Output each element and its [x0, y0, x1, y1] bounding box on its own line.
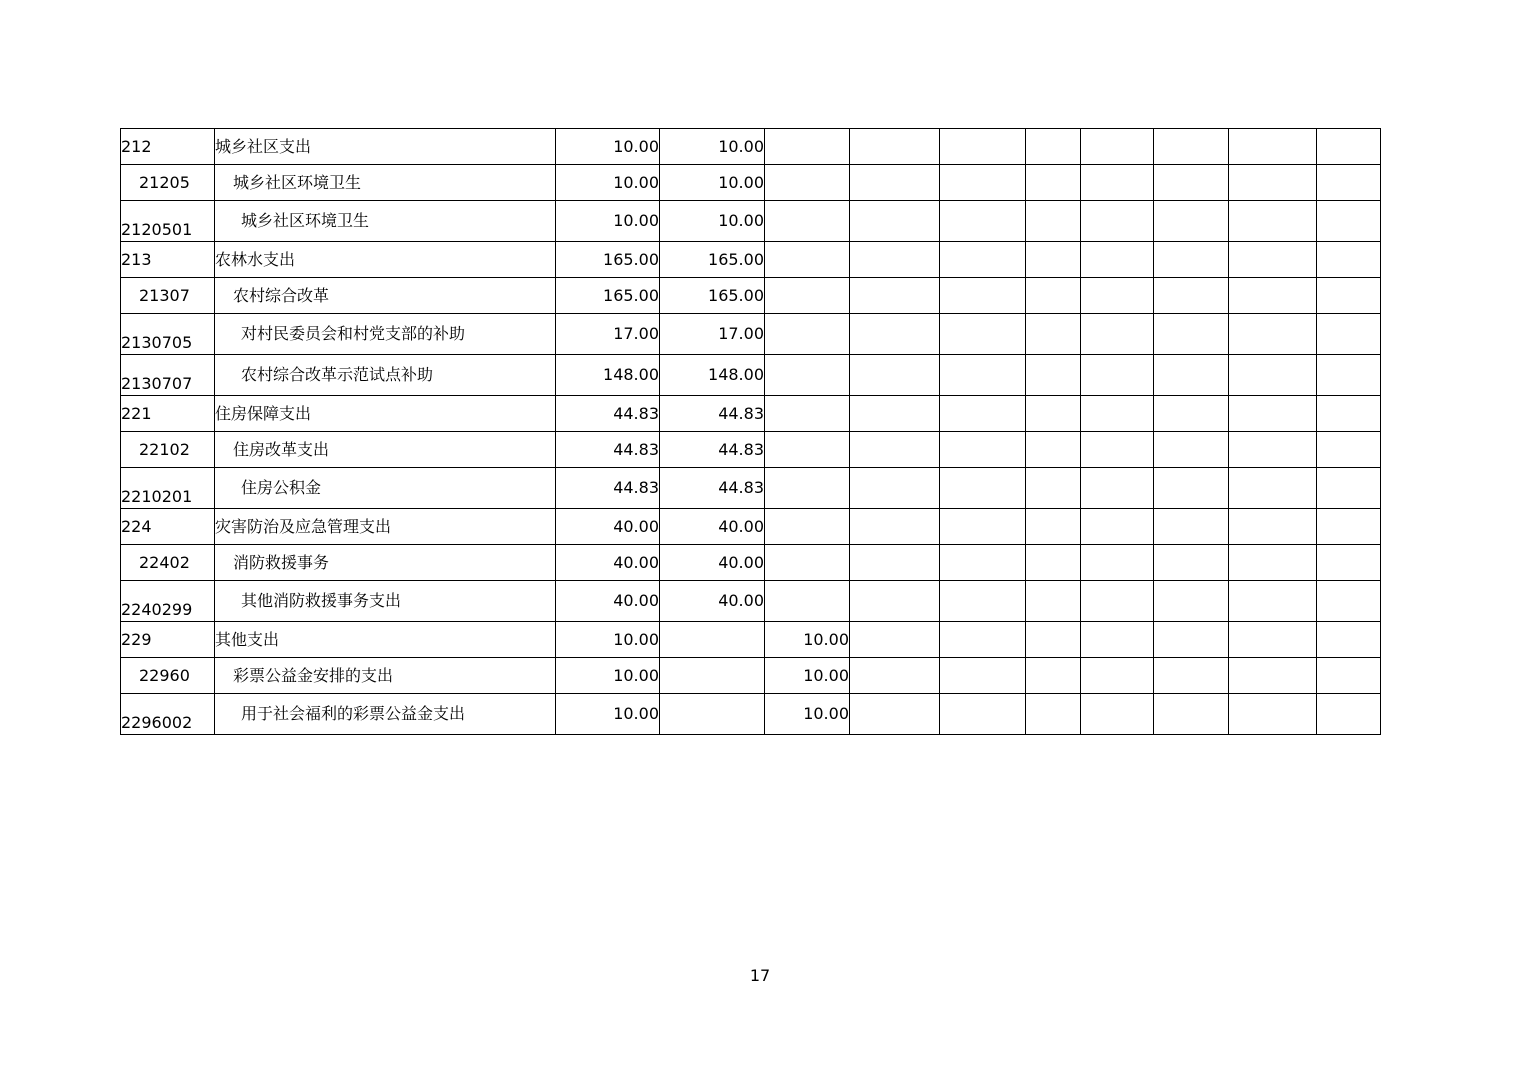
empty-cell	[1026, 622, 1081, 658]
empty-cell	[940, 694, 1026, 735]
empty-cell	[940, 545, 1026, 581]
empty-cell	[1081, 622, 1154, 658]
empty-cell	[1317, 658, 1381, 694]
empty-cell	[1081, 658, 1154, 694]
basic-amount: 165.00	[660, 242, 765, 278]
table-row	[121, 432, 1381, 468]
empty-cell	[1317, 432, 1381, 468]
empty-cell	[1081, 314, 1154, 355]
empty-cell	[850, 509, 940, 545]
empty-cell	[1081, 278, 1154, 314]
table-row	[121, 201, 1381, 242]
basic-amount: 10.00	[660, 201, 765, 242]
basic-amount: 10.00	[660, 165, 765, 201]
empty-cell	[1317, 581, 1381, 622]
project-amount	[765, 545, 850, 581]
empty-cell	[1026, 658, 1081, 694]
empty-cell	[1026, 201, 1081, 242]
subject-code: 2130705	[121, 314, 215, 355]
empty-cell	[1081, 545, 1154, 581]
empty-cell	[1317, 129, 1381, 165]
basic-amount: 17.00	[660, 314, 765, 355]
total-amount: 40.00	[556, 509, 660, 545]
page-number: 17	[749, 966, 771, 985]
empty-cell	[1154, 355, 1229, 396]
empty-cell	[940, 355, 1026, 396]
project-amount	[765, 201, 850, 242]
empty-cell	[1229, 581, 1317, 622]
empty-cell	[850, 355, 940, 396]
empty-cell	[850, 165, 940, 201]
total-amount: 10.00	[556, 129, 660, 165]
empty-cell	[1317, 545, 1381, 581]
table-row	[121, 278, 1381, 314]
empty-cell	[1081, 468, 1154, 509]
empty-cell	[1026, 165, 1081, 201]
empty-cell	[850, 468, 940, 509]
empty-cell	[1317, 468, 1381, 509]
empty-cell	[1026, 509, 1081, 545]
subject-name: 其他支出	[215, 622, 556, 658]
subject-name: 住房保障支出	[215, 396, 556, 432]
subject-code: 2240299	[121, 581, 215, 622]
empty-cell	[1081, 581, 1154, 622]
empty-cell	[940, 622, 1026, 658]
empty-cell	[1317, 278, 1381, 314]
empty-cell	[1081, 201, 1154, 242]
empty-cell	[1081, 129, 1154, 165]
table-row	[121, 165, 1381, 201]
empty-cell	[850, 396, 940, 432]
basic-amount	[660, 622, 765, 658]
empty-cell	[1081, 509, 1154, 545]
empty-cell	[1317, 622, 1381, 658]
empty-cell	[850, 129, 940, 165]
project-amount	[765, 432, 850, 468]
table-row	[121, 468, 1381, 509]
empty-cell	[940, 278, 1026, 314]
project-amount	[765, 165, 850, 201]
basic-amount: 44.83	[660, 468, 765, 509]
empty-cell	[1229, 396, 1317, 432]
empty-cell	[1229, 242, 1317, 278]
empty-cell	[1154, 242, 1229, 278]
project-amount: 10.00	[765, 658, 850, 694]
empty-cell	[1026, 432, 1081, 468]
empty-cell	[1026, 129, 1081, 165]
empty-cell	[1229, 468, 1317, 509]
total-amount: 40.00	[556, 581, 660, 622]
project-amount	[765, 314, 850, 355]
empty-cell	[850, 201, 940, 242]
empty-cell	[940, 242, 1026, 278]
subject-code: 21205	[121, 165, 215, 201]
total-amount: 40.00	[556, 545, 660, 581]
empty-cell	[1026, 355, 1081, 396]
subject-code: 2120501	[121, 201, 215, 242]
empty-cell	[1229, 355, 1317, 396]
empty-cell	[1154, 509, 1229, 545]
empty-cell	[1317, 314, 1381, 355]
empty-cell	[940, 201, 1026, 242]
table-row	[121, 509, 1381, 545]
subject-name: 住房公积金	[215, 468, 556, 509]
empty-cell	[1229, 314, 1317, 355]
subject-name: 城乡社区环境卫生	[215, 201, 556, 242]
table-row	[121, 694, 1381, 735]
project-amount	[765, 509, 850, 545]
empty-cell	[850, 658, 940, 694]
total-amount: 10.00	[556, 694, 660, 735]
empty-cell	[850, 694, 940, 735]
empty-cell	[1081, 694, 1154, 735]
project-amount	[765, 129, 850, 165]
empty-cell	[1081, 165, 1154, 201]
budget-expenditure-table	[120, 128, 1381, 735]
empty-cell	[1229, 658, 1317, 694]
empty-cell	[1154, 432, 1229, 468]
project-amount: 10.00	[765, 622, 850, 658]
subject-name: 彩票公益金安排的支出	[215, 658, 556, 694]
basic-amount: 40.00	[660, 581, 765, 622]
empty-cell	[1229, 432, 1317, 468]
empty-cell	[850, 314, 940, 355]
subject-name: 农村综合改革示范试点补助	[215, 355, 556, 396]
total-amount: 148.00	[556, 355, 660, 396]
empty-cell	[1081, 242, 1154, 278]
empty-cell	[1154, 201, 1229, 242]
empty-cell	[1229, 165, 1317, 201]
empty-cell	[1081, 355, 1154, 396]
subject-code: 229	[121, 622, 215, 658]
empty-cell	[1229, 129, 1317, 165]
empty-cell	[1229, 545, 1317, 581]
empty-cell	[1154, 622, 1229, 658]
empty-cell	[1229, 201, 1317, 242]
empty-cell	[940, 658, 1026, 694]
empty-cell	[1026, 278, 1081, 314]
empty-cell	[940, 129, 1026, 165]
subject-code: 22402	[121, 545, 215, 581]
project-amount	[765, 581, 850, 622]
total-amount: 44.83	[556, 396, 660, 432]
table-row	[121, 129, 1381, 165]
subject-code: 22960	[121, 658, 215, 694]
empty-cell	[1154, 694, 1229, 735]
basic-amount: 10.00	[660, 129, 765, 165]
empty-cell	[940, 165, 1026, 201]
empty-cell	[1317, 165, 1381, 201]
empty-cell	[850, 242, 940, 278]
empty-cell	[850, 278, 940, 314]
basic-amount: 44.83	[660, 396, 765, 432]
empty-cell	[1026, 242, 1081, 278]
empty-cell	[1026, 581, 1081, 622]
subject-name: 灾害防治及应急管理支出	[215, 509, 556, 545]
empty-cell	[940, 509, 1026, 545]
subject-name: 用于社会福利的彩票公益金支出	[215, 694, 556, 735]
empty-cell	[940, 396, 1026, 432]
subject-name: 农村综合改革	[215, 278, 556, 314]
project-amount	[765, 278, 850, 314]
empty-cell	[1317, 242, 1381, 278]
empty-cell	[1081, 432, 1154, 468]
empty-cell	[1317, 201, 1381, 242]
subject-code: 2210201	[121, 468, 215, 509]
empty-cell	[1026, 314, 1081, 355]
total-amount: 10.00	[556, 622, 660, 658]
empty-cell	[940, 314, 1026, 355]
project-amount: 10.00	[765, 694, 850, 735]
subject-code: 224	[121, 509, 215, 545]
empty-cell	[1317, 355, 1381, 396]
empty-cell	[1317, 509, 1381, 545]
empty-cell	[940, 581, 1026, 622]
table-row	[121, 545, 1381, 581]
total-amount: 44.83	[556, 468, 660, 509]
basic-amount: 40.00	[660, 545, 765, 581]
empty-cell	[1317, 694, 1381, 735]
subject-name: 城乡社区支出	[215, 129, 556, 165]
basic-amount: 40.00	[660, 509, 765, 545]
empty-cell	[1026, 694, 1081, 735]
total-amount: 10.00	[556, 658, 660, 694]
subject-code: 212	[121, 129, 215, 165]
basic-amount: 44.83	[660, 432, 765, 468]
empty-cell	[940, 468, 1026, 509]
subject-name: 对村民委员会和村党支部的补助	[215, 314, 556, 355]
subject-name: 消防救援事务	[215, 545, 556, 581]
empty-cell	[1154, 545, 1229, 581]
empty-cell	[1154, 658, 1229, 694]
empty-cell	[1154, 581, 1229, 622]
table-row	[121, 581, 1381, 622]
subject-code: 21307	[121, 278, 215, 314]
total-amount: 165.00	[556, 242, 660, 278]
subject-code: 2130707	[121, 355, 215, 396]
project-amount	[765, 242, 850, 278]
empty-cell	[1229, 278, 1317, 314]
empty-cell	[1154, 129, 1229, 165]
empty-cell	[1229, 622, 1317, 658]
empty-cell	[1317, 396, 1381, 432]
empty-cell	[1026, 545, 1081, 581]
subject-name: 城乡社区环境卫生	[215, 165, 556, 201]
empty-cell	[1154, 396, 1229, 432]
subject-code: 213	[121, 242, 215, 278]
empty-cell	[1229, 509, 1317, 545]
empty-cell	[1026, 468, 1081, 509]
empty-cell	[1229, 694, 1317, 735]
empty-cell	[1154, 468, 1229, 509]
table-row	[121, 396, 1381, 432]
subject-name: 住房改革支出	[215, 432, 556, 468]
empty-cell	[1154, 278, 1229, 314]
basic-amount: 148.00	[660, 355, 765, 396]
empty-cell	[850, 622, 940, 658]
basic-amount	[660, 658, 765, 694]
project-amount	[765, 396, 850, 432]
basic-amount: 165.00	[660, 278, 765, 314]
table-row	[121, 622, 1381, 658]
table-row	[121, 242, 1381, 278]
empty-cell	[850, 432, 940, 468]
empty-cell	[1154, 165, 1229, 201]
empty-cell	[1026, 396, 1081, 432]
total-amount: 10.00	[556, 201, 660, 242]
total-amount: 17.00	[556, 314, 660, 355]
empty-cell	[850, 545, 940, 581]
basic-amount	[660, 694, 765, 735]
total-amount: 10.00	[556, 165, 660, 201]
project-amount	[765, 355, 850, 396]
project-amount	[765, 468, 850, 509]
empty-cell	[1154, 314, 1229, 355]
empty-cell	[850, 581, 940, 622]
subject-code: 22102	[121, 432, 215, 468]
table-row	[121, 658, 1381, 694]
table-row	[121, 314, 1381, 355]
subject-name: 其他消防救援事务支出	[215, 581, 556, 622]
subject-code: 221	[121, 396, 215, 432]
total-amount: 44.83	[556, 432, 660, 468]
subject-name: 农林水支出	[215, 242, 556, 278]
empty-cell	[940, 432, 1026, 468]
total-amount: 165.00	[556, 278, 660, 314]
subject-code: 2296002	[121, 694, 215, 735]
empty-cell	[1081, 396, 1154, 432]
table-row	[121, 355, 1381, 396]
